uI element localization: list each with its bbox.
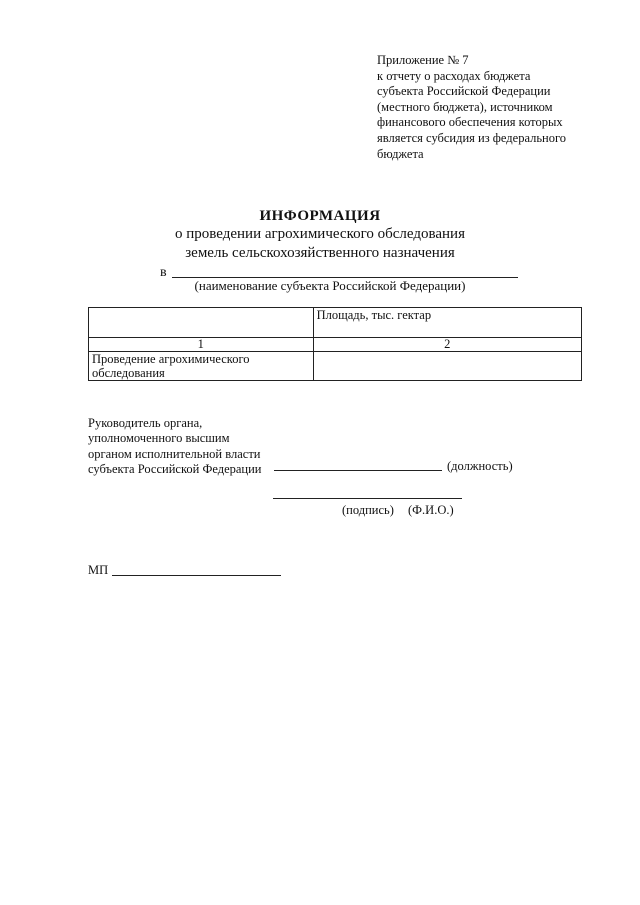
appendix-line: к отчету о расходах бюджета [377,68,531,83]
document-title: ИНФОРМАЦИЯ [259,208,381,224]
area-table [88,307,582,381]
subject-name-caption: (наименование субъекта Российской Федерации) [194,278,466,293]
document-subtitle-line-1: о проведении агрохимического обследования [175,226,465,242]
appendix-line: Приложение № 7 [377,53,469,67]
signatory-block [88,416,262,477]
position-line[interactable] [274,470,442,471]
signature-line[interactable] [273,498,462,499]
signatory-line: субъекта Российской Федерации [88,461,262,476]
position-label: (должность) [447,459,513,473]
appendix-line: субъекта Российской Федерации [377,84,551,99]
stamp-line[interactable] [112,575,281,576]
column-number-2: 2 [313,338,581,352]
table-header-row [89,308,582,338]
document-subtitle-line-2: земель сельскохозяйственного назначения [185,245,455,261]
signature-label: (подпись) [342,503,394,517]
table-row-label-line: Проведение агрохимического [92,352,250,366]
appendix-line: (местного бюджета), источником [377,99,553,114]
appendix-line: бюджета [377,146,424,161]
full-name-label: (Ф.И.О.) [408,503,454,517]
column-number-1: 1 [89,338,314,352]
appendix-block [377,53,627,162]
stamp-label: МП [88,563,109,577]
table-column-numbers-row [89,338,582,352]
table-row [89,352,582,381]
signatory-line: уполномоченного высшим [88,431,230,446]
appendix-line: финансового обеспечения которых [377,115,563,130]
table-row-label-line: обследования [92,366,165,380]
table-row-label [89,352,314,381]
appendix-line: является субсидия из федерального [377,130,567,145]
signatory-line: Руководитель органа, [88,416,203,430]
table-header-cell-1 [89,308,314,338]
table-row-area-value[interactable] [313,352,581,381]
subject-prefix: в [160,265,167,280]
table-header-area: Площадь, тыс. гектар [313,308,581,338]
signatory-line: органом исполнительной власти [88,446,261,461]
